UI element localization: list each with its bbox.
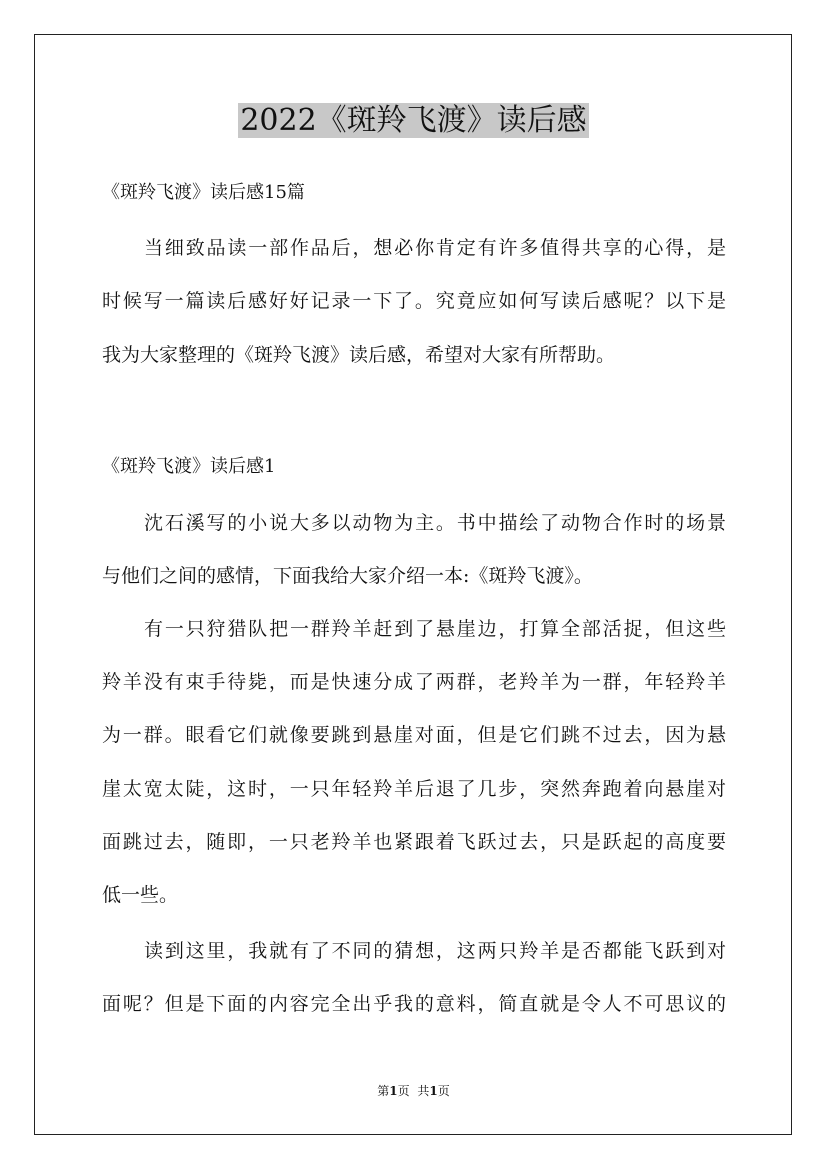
footer-page-number: 1 bbox=[389, 1084, 398, 1098]
paragraph-line: 沈石溪写的小说大多以动物为主。书中描绘了动物合作时的场景 bbox=[144, 512, 726, 534]
paragraph-line: 有一只狩猎队把一群羚羊赶到了悬崖边，打算全部活捉，但这些 bbox=[144, 618, 726, 640]
footer-total-prefix: 共 bbox=[417, 1084, 430, 1098]
paragraph-line: 崖太宽太陡，这时，一只年轻羚羊后退了几步，突然奔跑着向悬崖对 bbox=[102, 778, 726, 800]
document-title-text: 2022《斑羚飞渡》读后感 bbox=[240, 103, 587, 138]
paragraph-line: 为一群。眼看它们就像要跳到悬崖对面，但是它们跳不过去，因为悬 bbox=[102, 724, 726, 746]
section-heading: 《斑羚飞渡》读后感1 bbox=[102, 456, 276, 477]
paragraph-line: 面跳过去，随即，一只老羚羊也紧跟着飞跃过去，只是跃起的高度要 bbox=[102, 831, 726, 853]
document-subtitle: 《斑羚飞渡》读后感15篇 bbox=[102, 182, 305, 203]
footer-total-number: 1 bbox=[429, 1084, 438, 1098]
paragraph-line: 羚羊没有束手待毙，而是快速分成了两群，老羚羊为一群，年轻羚羊 bbox=[102, 671, 726, 693]
page-footer bbox=[0, 1083, 827, 1099]
document-title bbox=[0, 100, 827, 142]
paragraph-line: 面呢？但是下面的内容完全出乎我的意料，简直就是令人不可思议的 bbox=[102, 993, 726, 1015]
intro-line: 时候写一篇读后感好好记录一下了。究竟应如何写读后感呢？以下是 bbox=[102, 290, 726, 312]
paragraph-line: 低一些。 bbox=[102, 884, 179, 906]
footer-total-suffix: 页 bbox=[437, 1084, 450, 1098]
intro-line: 我为大家整理的《斑羚飞渡》读后感，希望对大家有所帮助。 bbox=[102, 344, 616, 366]
intro-line: 当细致品读一部作品后，想必你肯定有许多值得共享的心得，是 bbox=[144, 237, 726, 259]
footer-page-prefix: 第 bbox=[377, 1084, 390, 1098]
paragraph-line: 与他们之间的感情，下面我给大家介绍一本:《斑羚飞渡》。 bbox=[102, 565, 593, 587]
paragraph-line: 读到这里，我就有了不同的猜想，这两只羚羊是否都能飞跃到对 bbox=[144, 940, 726, 962]
footer-page-suffix: 页 bbox=[397, 1084, 410, 1098]
